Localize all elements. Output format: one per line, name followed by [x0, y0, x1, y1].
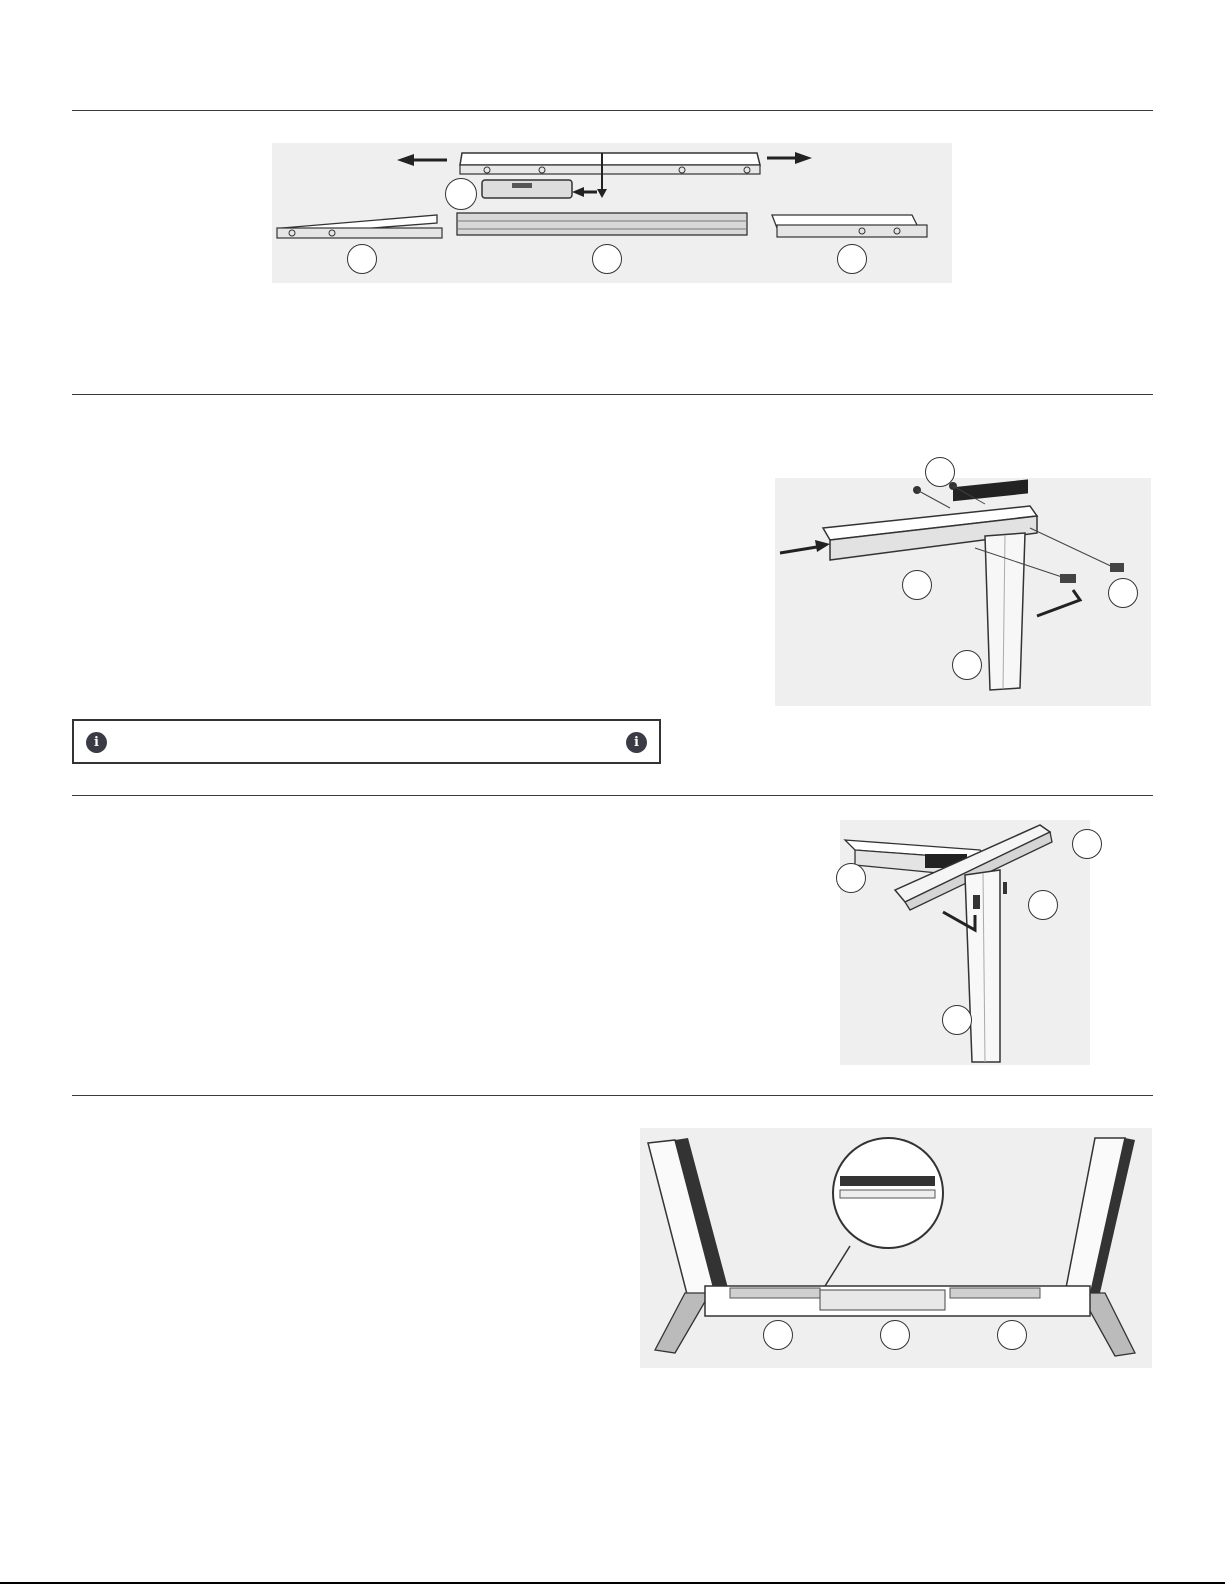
step3-callout-1	[1072, 829, 1102, 859]
page-bottom-border	[0, 1582, 1225, 1584]
step4-callout-3	[997, 1320, 1027, 1350]
step3-callout-3	[1028, 890, 1058, 920]
step4-callout-1	[763, 1320, 793, 1350]
info-icon: i	[626, 732, 647, 753]
step4-callout-2	[880, 1320, 910, 1350]
step1-callout-3	[592, 244, 622, 274]
step3-callout-2	[836, 863, 866, 893]
step1-callout-4	[837, 244, 867, 274]
step1-callout-2	[347, 244, 377, 274]
section-divider-4	[72, 1095, 1153, 1096]
section-divider-3	[72, 795, 1153, 796]
step3-callout-4	[942, 1005, 972, 1035]
step2-callout-3	[1108, 578, 1138, 608]
step2-callout-4	[952, 650, 982, 680]
step2-callout-1	[925, 457, 955, 487]
section-divider-1	[72, 110, 1153, 111]
info-box	[72, 719, 661, 764]
info-icon: i	[86, 732, 107, 753]
section-divider-2	[72, 394, 1153, 395]
step2-callout-2	[902, 570, 932, 600]
step1-callout-1	[445, 178, 477, 210]
